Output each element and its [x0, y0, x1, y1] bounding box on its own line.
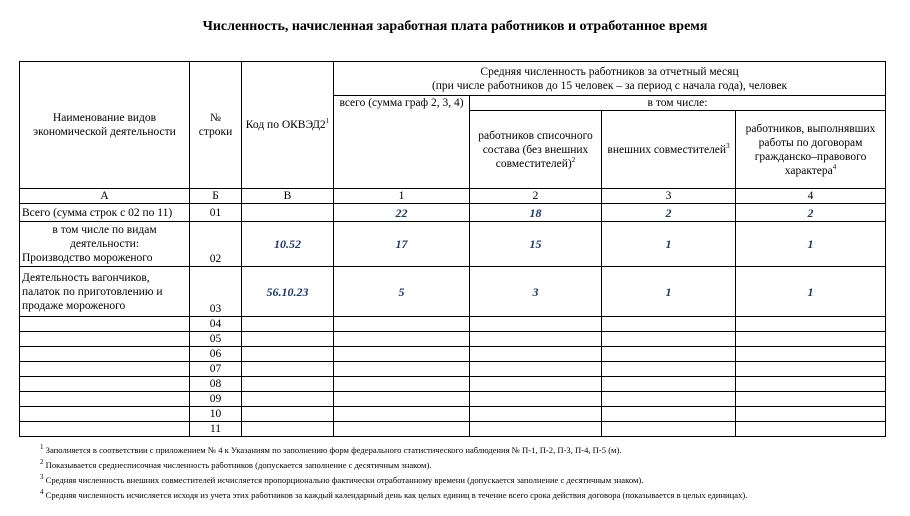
row-okved-code[interactable] — [242, 204, 334, 222]
row-line-number: 03 — [190, 267, 242, 317]
column-letters-row — [20, 189, 886, 204]
row-line-number: 04 — [190, 317, 242, 332]
empty-row — [20, 407, 886, 422]
footnotes — [40, 443, 900, 503]
row-external-value[interactable]: 2 — [602, 204, 736, 222]
row-line-number: 07 — [190, 362, 242, 377]
row-line-number: 08 — [190, 377, 242, 392]
row-activity-name: в том числе по видам деятельности: Производство мороженого — [20, 222, 190, 267]
header-list-staff: работников списочного состава (без внешних совместителей)$^2$ — [470, 111, 602, 189]
row-line-number: 10 — [190, 407, 242, 422]
empty-row — [20, 377, 886, 392]
header-okved-code: Код по $ОКВЭД2^1$ — [242, 62, 334, 189]
row-line-number: 09 — [190, 392, 242, 407]
row-okved-code[interactable]: 56.10.23 — [242, 267, 334, 317]
row-external-value[interactable]: 1 — [602, 267, 736, 317]
empty-row — [20, 362, 886, 377]
table-row — [20, 267, 886, 317]
column-letter: 3 — [602, 189, 736, 204]
row-contract-value[interactable]: 1 — [736, 222, 886, 267]
header-line-number: № строки — [190, 62, 242, 189]
row-okved-code[interactable]: 10.52 — [242, 222, 334, 267]
column-letter: А — [20, 189, 190, 204]
empty-row — [20, 422, 886, 437]
column-letter: Б — [190, 189, 242, 204]
row-list-staff-value[interactable]: 18 — [470, 204, 602, 222]
footnote: $^1$ Заполняется в соответствии с приложением № 4 к Указаниям по заполнению форм федерального статистического наблюдения № П-1, П-2, П-3, П-4, П-5 (м). — [40, 443, 622, 455]
document-title: Численность, начисленная заработная плата работников и отработанное время — [202, 19, 708, 34]
row-list-staff-value[interactable]: 3 — [470, 267, 602, 317]
staff-count-table — [19, 61, 886, 437]
empty-row — [20, 332, 886, 347]
row-contract-value[interactable]: 2 — [736, 204, 886, 222]
header-civil-contract-workers: работников, выполнявших работы по договорам гражданско–правового характера$^4$ — [736, 111, 886, 189]
table-row — [20, 204, 886, 222]
row-contract-value[interactable]: 1 — [736, 267, 886, 317]
column-letter: В — [242, 189, 334, 204]
header-average-count-group: Средняя численность работников за отчетный месяц (при числе работников до 15 человек – за период с начала года), человек — [334, 62, 886, 96]
row-line-number: 02 — [190, 222, 242, 267]
row-activity-name: Деятельность вагончиков, палаток по приготовлению и продаже мороженого — [20, 267, 190, 317]
footnote: $^3$ Средняя численность внешних совместителей исчисляется пропорционально фактически отработанному времени (допускается заполнение с десятичным знаком). — [40, 473, 644, 485]
empty-row — [20, 317, 886, 332]
row-total-value[interactable]: 22 — [334, 204, 470, 222]
row-line-number: 05 — [190, 332, 242, 347]
footnote: $^2$ Показывается среднесписочная численность работников (допускается заполнение с десятичным знаком). — [40, 458, 432, 470]
table-row — [20, 222, 886, 267]
row-list-staff-value[interactable]: 15 — [470, 222, 602, 267]
column-letter: 2 — [470, 189, 602, 204]
row-external-value[interactable]: 1 — [602, 222, 736, 267]
footnote: $^4$ Средняя численность исчисляется исходя из учета этих работников за каждый календарный день как целых единиц в течение всего срока действия договора (показывается в целых единицах). — [40, 488, 748, 500]
header-total: всего (сумма граф 2, 3, 4) — [334, 96, 470, 189]
empty-row — [20, 392, 886, 407]
row-total-value[interactable]: 5 — [334, 267, 470, 317]
row-total-value[interactable]: 17 — [334, 222, 470, 267]
header-including: в том числе: — [470, 96, 886, 111]
column-letter: 1 — [334, 189, 470, 204]
empty-row — [20, 347, 886, 362]
row-line-number: 11 — [190, 422, 242, 437]
row-line-number: 06 — [190, 347, 242, 362]
header-activity-name: Наименование видов экономической деятельности — [20, 62, 190, 189]
row-line-number: 01 — [190, 204, 242, 222]
row-activity-name: Всего (сумма строк с 02 по 11) — [20, 204, 190, 222]
column-letter: 4 — [736, 189, 886, 204]
header-external-part-timers: внешних совместителей$^3$ — [602, 111, 736, 189]
